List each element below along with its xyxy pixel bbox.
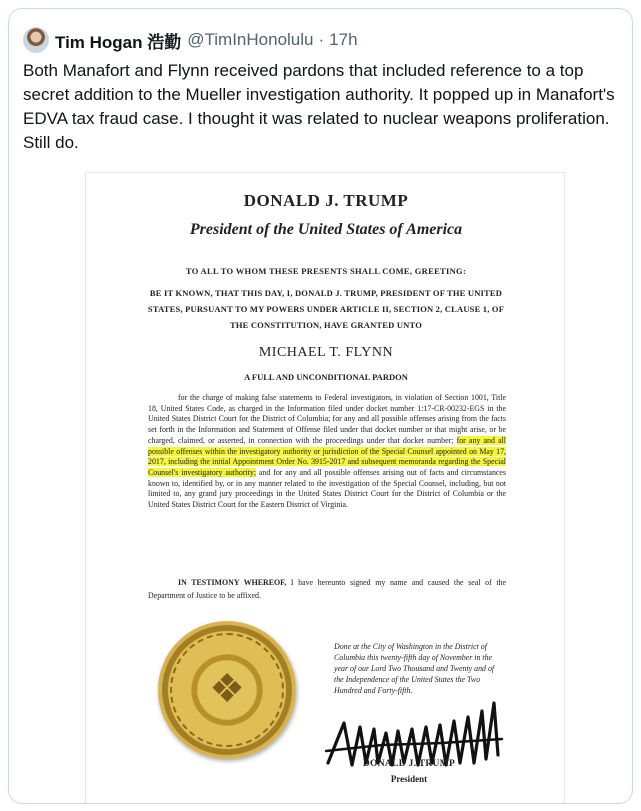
tweet-text: Both Manafort and Flynn received pardons that included reference to a top secret addition to the Mueller investigation authority. It popped up in Manafort's EDVA tax fraud case. I thought it was related to nuclear weapons proliferation. Still do. (23, 61, 615, 152)
document-signer-title: President (390, 774, 428, 784)
document-body-before: for the charge of making false statements to Federal investigators, in violation of Section 1001, Title 18, United States Code, as charged in the Information filed under docket number 1:17-CR-00232-EGS in the United States District Court for the District of Columbia; for any and all possible offenses arising from the facts set forth in the Information and Statement of Offense filed under that docket number or that might arise, or be charged, claimed, or asserted, in connection with the proceedings under that docket number; (148, 393, 506, 445)
tweet-timestamp[interactable]: 17h (329, 30, 358, 49)
document-body-after: and for any and all possible offenses arising out of facts and circumstances known to, identified by, or in any manner related to the investigation of the Special Counsel, including, but not limited to, any grand jury proceedings in the United States District Court for the District of Columbia or the United States District Court for the Eastern District of Virginia. (148, 467, 506, 510)
document-pardon-type: A FULL AND UNCONDITIONAL PARDON (244, 372, 408, 382)
document-body (148, 393, 506, 511)
document-testimony-rest: I have hereunto signed my name and caused the seal of the Department of Justice to be affixed. (148, 578, 506, 600)
document-signer: DONALD J. TRUMP (362, 759, 456, 769)
tweet-header (23, 23, 358, 57)
document-testimony (148, 577, 506, 602)
document-body-highlight: for any and all possible offenses within the investigatory authority or jurisdiction of the Special Counsel appointed on May 17, 2017, including the initial Appointment Order No. 3915-2017 and subsequent memoranda regarding the Special Counsel's investigatory authority; (148, 435, 506, 477)
separator-dot: · (318, 30, 325, 49)
tweet-card[interactable] (8, 8, 633, 804)
author-avatar[interactable] (23, 27, 49, 53)
document-grantee: MICHAEL T. FLYNN (258, 345, 394, 360)
author-name[interactable]: Tim Hogan 浩勤 (55, 32, 182, 52)
eagle-icon: ❖ (209, 666, 245, 711)
attached-document-image[interactable] (85, 172, 565, 804)
author-handle[interactable]: @TimInHonolulu (187, 30, 314, 49)
doj-seal-icon (158, 621, 296, 759)
document-greeting: TO ALL TO WHOM THESE PRESENTS SHALL COME, GREETING: (185, 266, 467, 276)
document-title: DONALD J. TRUMP (243, 191, 409, 210)
document-done-at: Done at the City of Washington in the District of Columbia this twenty-fifth day of November in the year of our Lord Two Thousand and Twenty and of the Independence of the United States the Two Hundred and Forty-fifth. (334, 642, 495, 695)
document-testimony-lead: IN TESTIMONY WHEREOF, (178, 578, 287, 587)
document-subtitle: President of the United States of America (189, 221, 463, 238)
document-known-clause: BE IT KNOWN, THAT THIS DAY, I, DONALD J. TRUMP, PRESIDENT OF THE UNITED STATES, PURSUANT TO MY POWERS UNDER ARTICLE II, SECTION 2, CLAUSE 1, OF THE CONSTITUTION, HAVE GRANTED UNTO (147, 288, 505, 330)
